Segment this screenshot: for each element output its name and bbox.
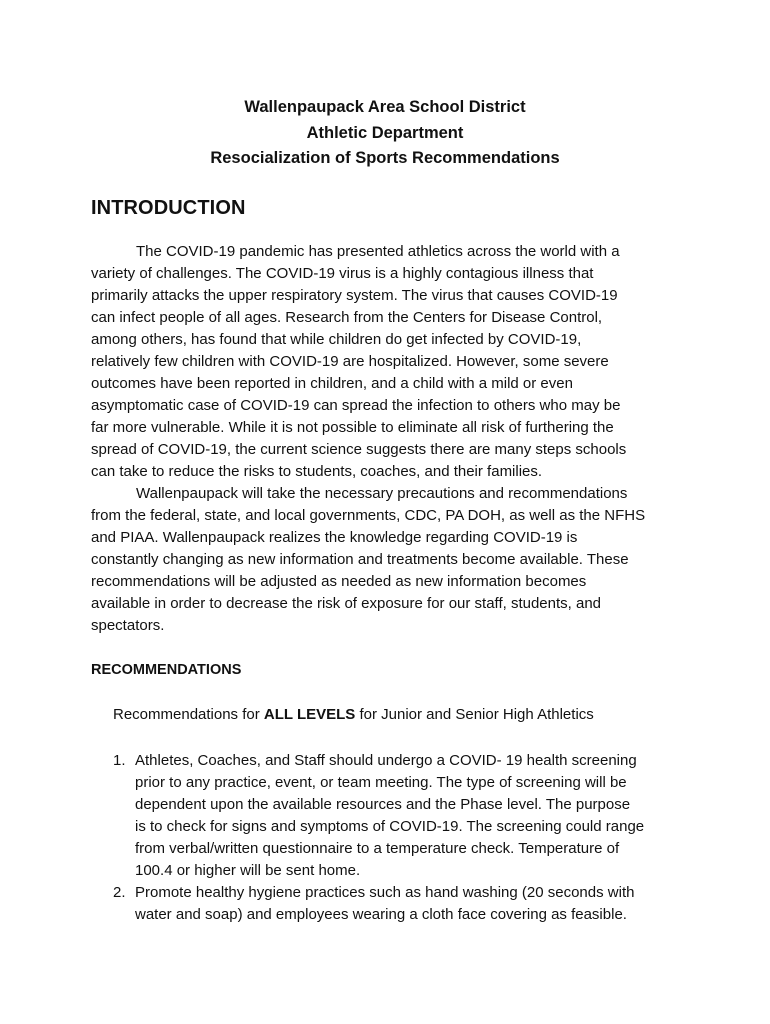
document-header <box>0 95 770 172</box>
list-item-line: prior to any practice, event, or team meeting. The type of screening will be <box>135 774 627 791</box>
intro-line: recommendations will be adjusted as needed as new information becomes <box>91 573 587 590</box>
intro-line: Wallenpaupack will take the necessary precautions and recommendations <box>136 485 628 502</box>
intro-line: outcomes have been reported in children, and a child with a mild or even <box>91 375 573 392</box>
intro-line: variety of challenges. The COVID-19 virus is a highly contagious illness that <box>91 265 594 282</box>
list-item-line: Promote healthy hygiene practices such as hand washing (20 seconds with <box>135 884 635 901</box>
intro-line: available in order to decrease the risk of exposure for our staff, students, and <box>91 595 602 612</box>
intro-line: The COVID-19 pandemic has presented athletics across the world with a <box>136 243 620 260</box>
intro-line: spectators. <box>91 617 165 634</box>
intro-line: from the federal, state, and local governments, CDC, PA DOH, as well as the NFHS <box>91 507 646 524</box>
list-item <box>113 750 693 882</box>
recommendations-list <box>113 750 693 926</box>
list-item-text <box>135 750 693 882</box>
department-name: Athletic Department <box>306 123 464 142</box>
list-item-line: water and soap) and employees wearing a cloth face covering as feasible. <box>135 906 627 923</box>
intro-line: asymptomatic case of COVID-19 can spread the infection to others who may be <box>91 397 621 414</box>
list-item-line: Athletes, Coaches, and Staff should undergo a COVID- 19 health screening <box>135 752 637 769</box>
list-item-number: 2. <box>113 884 126 901</box>
intro-line: spread of COVID-19, the current science suggests there are many steps schools <box>91 441 627 458</box>
intro-line: primarily attacks the upper respiratory system. The virus that causes COVID-19 <box>91 287 618 304</box>
intro-line: constantly changing as new information and treatments become available. These <box>91 551 629 568</box>
recommendations-heading: RECOMMENDATIONS <box>91 662 242 678</box>
list-item <box>113 882 693 926</box>
intro-line: far more vulnerable. While it is not possible to eliminate all risk of furthering the <box>91 419 614 436</box>
rec-intro-suffix: for Junior and Senior High Athletics <box>355 706 594 723</box>
intro-line: among others, has found that while children do get infected by COVID-19, <box>91 331 582 348</box>
introduction-body <box>91 241 683 637</box>
list-item-line: is to check for signs and symptoms of COVID-19. The screening could range <box>135 818 645 835</box>
document-title: Resocialization of Sports Recommendations <box>210 149 560 167</box>
intro-line: can infect people of all ages. Research from the Centers for Disease Control, <box>91 309 603 326</box>
district-name: Wallenpaupack Area School District <box>244 98 526 116</box>
list-item-number: 1. <box>113 752 126 769</box>
recommendations-intro <box>113 706 594 723</box>
intro-line: relatively few children with COVID-19 are hospitalized. However, some severe <box>91 353 609 370</box>
intro-line: can take to reduce the risks to students, coaches, and their families. <box>91 463 543 480</box>
list-item-line: 100.4 or higher will be sent home. <box>135 862 361 879</box>
rec-intro-prefix: Recommendations for <box>113 706 264 723</box>
introduction-heading: INTRODUCTION <box>91 197 246 219</box>
rec-intro-emphasis: ALL LEVELS <box>263 706 356 723</box>
list-item-text <box>135 882 693 926</box>
intro-line: and PIAA. Wallenpaupack realizes the knowledge regarding COVID-19 is <box>91 529 578 546</box>
list-item-line: from verbal/written questionnaire to a temperature check. Temperature of <box>135 840 620 857</box>
list-item-line: dependent upon the available resources and the Phase level. The purpose <box>135 796 631 813</box>
